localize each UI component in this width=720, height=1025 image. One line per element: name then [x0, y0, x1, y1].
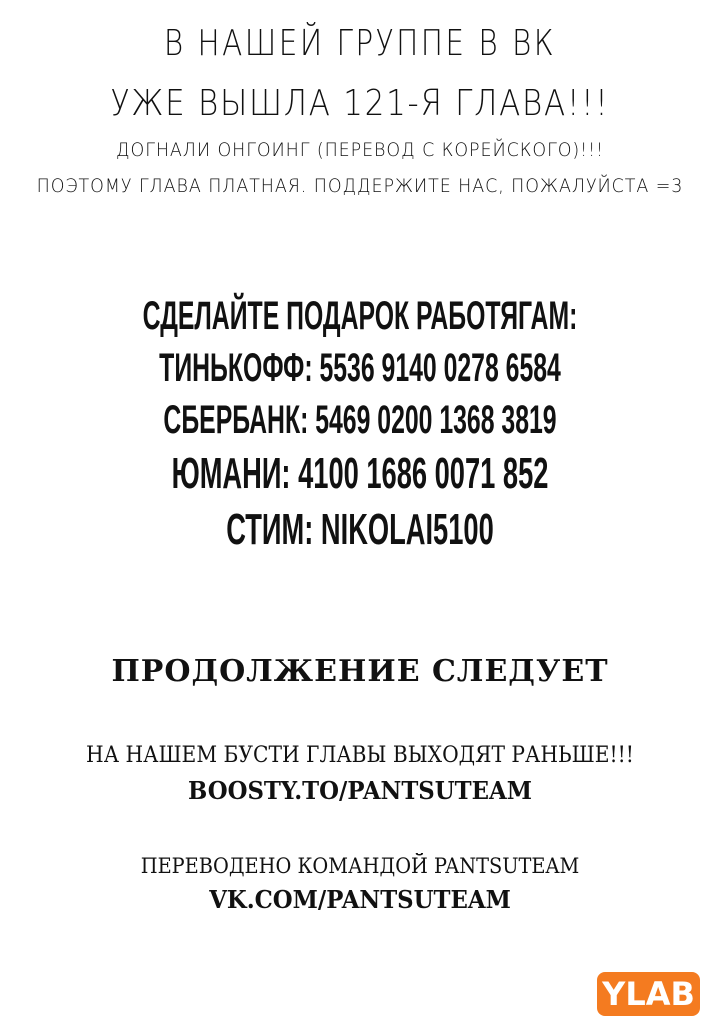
donate-steam: СТИМ: NIKOLAI5100 [226, 505, 494, 554]
header-line-group-vk: В НАШЕЙ ГРУППЕ В ВК [163, 23, 557, 64]
header-line-ongoing: ДОГНАЛИ ОНГОИНГ (ПЕРЕВОД С КОРЕЙСКОГО)!!! [116, 139, 604, 161]
ylab-logo: YLAB [597, 972, 700, 1016]
boosty-link[interactable]: BOOSTY.TO/PANTSUTEAM [188, 776, 532, 805]
header-line-paid-chapter: ПОЭТОМУ ГЛАВА ПЛАТНАЯ. ПОДДЕРЖИТЕ НАС, ПОЖАЛУЙСТА =3 [36, 175, 684, 197]
donate-tinkoff: ТИНЬКОФФ: 5536 9140 0278 6584 [159, 346, 561, 390]
to-be-continued: ПРОДОЛЖЕНИЕ СЛЕДУЕТ [111, 654, 609, 689]
translated-by: ПЕРЕВОДЕНО КОМАНДОЙ PANTSUTEAM [140, 854, 580, 878]
donate-sberbank: СБЕРБАНК: 5469 0200 1368 3819 [163, 398, 557, 442]
header-line-chapter-released: УЖЕ ВЫШЛА 121-Я ГЛАВА!!! [110, 83, 610, 124]
boosty-note: НА НАШЕМ БУСТИ ГЛАВЫ ВЫХОДЯТ РАНЬШЕ!!! [86, 743, 634, 768]
donate-title: СДЕЛАЙТЕ ПОДАРОК РАБОТЯГАМ: [142, 294, 578, 338]
vk-link[interactable]: VK.COM/PANTSUTEAM [209, 885, 511, 914]
donate-yoomoney: ЮМАНИ: 4100 1686 0071 852 [171, 449, 549, 498]
